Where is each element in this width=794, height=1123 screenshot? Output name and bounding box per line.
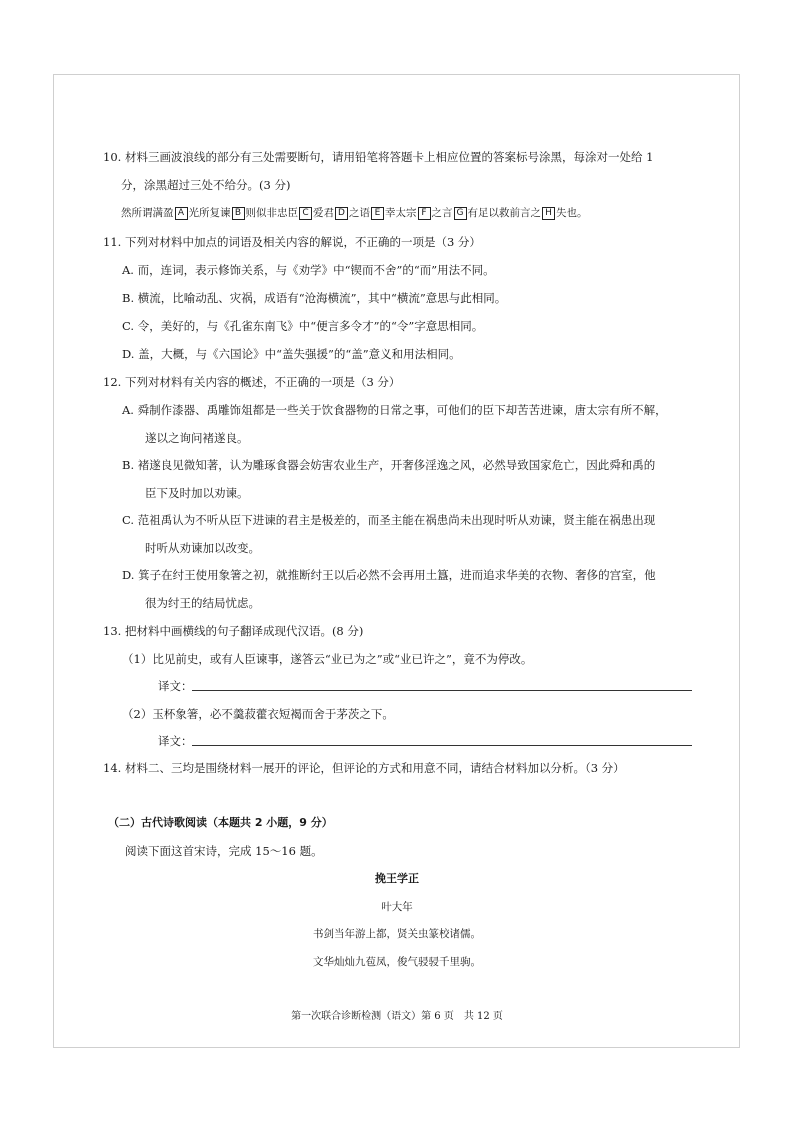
q12-option-a-line2: 遂以之询问褚遂良。: [145, 431, 249, 445]
q12-option-c-line1: C. 范祖禹认为不听从臣下进谏的君主是极差的，而圣主能在祸患尚未出现时听从劝谏，贤主能在祸患出现: [122, 513, 656, 527]
q10-box-g[interactable]: G: [454, 207, 467, 220]
q13-stem: 13. 把材料中画横线的句子翻译成现代汉语。(8 分): [103, 624, 364, 638]
q10-seg-4: 之语: [349, 207, 370, 219]
q10-box-b[interactable]: B: [232, 207, 245, 220]
q12-option-d-line1: D. 箕子在纣王使用象箸之初，就推断纣王以后必然不会再用土簋，进而追求华美的衣物、奢侈的宫室，他: [122, 568, 656, 582]
q10-line1: 10. 材料三画波浪线的部分有三处需要断句，请用铅笔将答题卡上相应位置的答案标号涂黑，每涂对一处给 1: [103, 150, 654, 164]
q11-option-a: A. 而，连词，表示修饰关系，与《劝学》中“锲而不舍”的“而”用法不同。: [122, 263, 495, 277]
section-intro: 阅读下面这首宋诗，完成 15～16 题。: [125, 844, 323, 858]
q13-sentence-2: （2）玉杯象箸，必不羹菽藿衣短褐而舍于茅茨之下。: [122, 707, 394, 721]
page-footer: 第一次联合诊断检测（语文）第 6 页 共 12 页: [291, 1011, 503, 1022]
q10-box-a[interactable]: A: [175, 207, 188, 220]
q10-box-d[interactable]: D: [335, 207, 348, 220]
q10-box-c[interactable]: C: [299, 207, 312, 220]
q10-seg-5: 幸太宗: [385, 207, 417, 219]
q13-translation-label-2: 译文：: [158, 734, 193, 748]
q11-stem: 11. 下列对材料中加点的词语及相关内容的解说，不正确的一项是（3 分）: [103, 235, 481, 249]
q11-option-d: D. 盖，大概，与《六国论》中“盖失强援”的“盖”意义和用法相同。: [122, 347, 461, 361]
q13-translation-label-1: 译文：: [158, 679, 193, 693]
q10-seg-7: 有足以救前言之: [467, 207, 541, 219]
q12-option-d-line2: 很为纣王的结局忧虑。: [145, 596, 260, 610]
q10-sentence: [121, 205, 588, 221]
poem-line-2: 文华灿灿九苞凤，俊气骎骎千里驹。: [313, 956, 481, 968]
q10-seg-2: 则似非忠臣: [245, 207, 298, 219]
q11-option-b: B. 横流，比喻动乱、灾祸，成语有“沧海横流”，其中“横流”意思与此相同。: [122, 291, 507, 305]
q10-seg-1: 光所复谏: [188, 207, 231, 219]
section-heading: （二）古代诗歌阅读（本题共 2 小题，9 分）: [108, 816, 333, 829]
poem-title: 挽王学正: [375, 872, 419, 885]
q13-answer-line-2[interactable]: [192, 745, 692, 746]
q10-box-f[interactable]: F: [418, 207, 431, 220]
q10-box-e[interactable]: E: [371, 207, 384, 220]
q13-answer-line-1[interactable]: [192, 690, 692, 691]
q12-option-c-line2: 时听从劝谏加以改变。: [145, 541, 260, 555]
q10-seg-8: 失也。: [556, 207, 588, 219]
q10-seg-3: 爱君: [313, 207, 334, 219]
q12-option-a-line1: A. 舜制作漆器、禹雕饰俎都是一些关于饮食器物的日常之事，可他们的臣下却苦苦进谏，唐太宗有所不解，: [122, 403, 667, 417]
q11-option-c: C. 令，美好的，与《孔雀东南飞》中“便言多令才”的“令”字意思相同。: [122, 319, 484, 333]
q12-option-b-line2: 臣下及时加以劝谏。: [145, 486, 249, 500]
q10-seg-6: 之言: [431, 207, 453, 219]
poem-line-1: 书剑当年游上都，贤关虫篆校诸儒。: [313, 928, 481, 940]
poem-author: 叶大年: [381, 901, 413, 913]
q10-line2: 分，涂黑超过三处不给分。(3 分): [121, 178, 291, 192]
q10-seg-0: 然所谓满盈: [121, 207, 174, 219]
q14-stem: 14. 材料二、三均是围绕材料一展开的评论，但评论的方式和用意不同，请结合材料加以分析。（3 分）: [103, 761, 625, 775]
q12-option-b-line1: B. 褚遂良见微知著，认为雕琢食器会妨害农业生产，开奢侈淫逸之风，必然导致国家危亡，因此舜和禹的: [122, 458, 656, 472]
q13-sentence-1: （1）比见前史，或有人臣谏事，遂答云“业已为之”或“业已许之”，竟不为停改。: [122, 652, 533, 666]
q12-stem: 12. 下列对材料有关内容的概述，不正确的一项是（3 分）: [103, 375, 401, 389]
q10-box-h[interactable]: H: [542, 207, 555, 220]
